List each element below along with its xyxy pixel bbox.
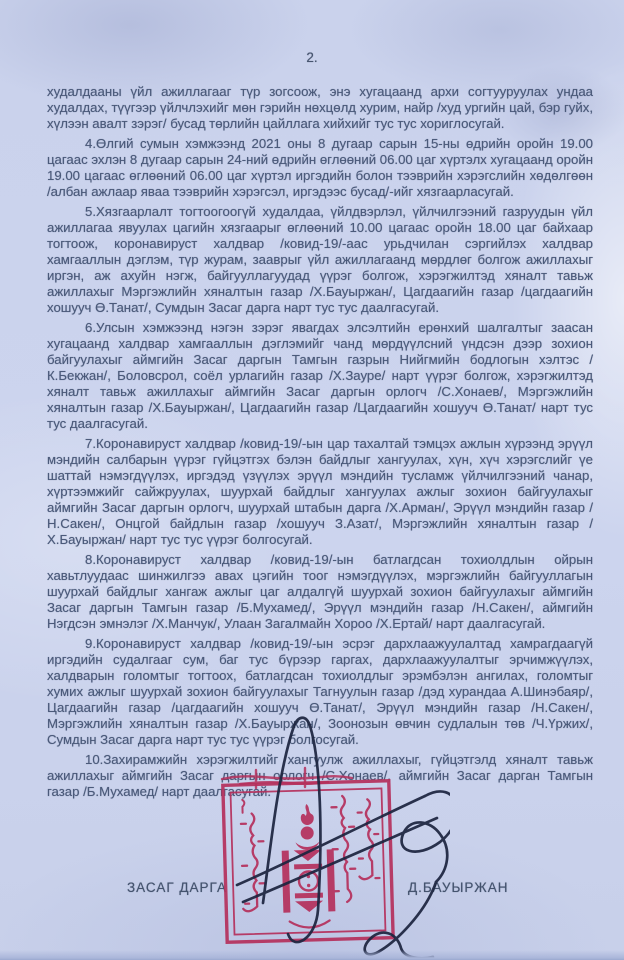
- scan-bottom-edge: [0, 950, 624, 960]
- paragraph-7: 7.Коронавируст халдвар /ковид-19/-ын цар тахалтай тэмцэх ажлын хүрээнд эрүүл мэндийн салбарын үүрэг гүйцэтгэх бэлэн байдлыг хангуулах, хүн, хүч хэрэгслийг үе шаттай нэмэгдүүлэх, иргэдэд үзүүлэх эрүүл мэндийн тусламж үйлчилгээний чанар, хүртээмжийг сайжруулах, шуурхай байдлыг хангуулах ажлыг зохион байгуулахыг аймгийн Засаг даргын орлогч, шуурхай штабын дарга /Х.Арман/, Эрүүл мэндийн газар /Н.Сакен/, Онцгой байдлын газар /хошууч З.Азат/, Мэргэжлийн хяналтын газар /Х.Бауыржан/ нарт тус тус үүрэг болгосугай.: [47, 436, 593, 547]
- paragraph-8: 8.Коронавируст халдвар /ковид-19/-ын батлагдсан тохиолдлын ойрын хавьтлуудаас шинжилгээ авах цэгийн тоог нэмэгдүүлэх, мэргэжлийн байгууллагын шуурхай байдлыг хангаж ажлыг цаг алдалгүй шуурхай зохион байгуулахыг аймгийн Засаг даргын Тамгын газар /Б.Мухамед/, Эрүүл мэндийн газар /Н.Сакен/, аймгийн Нэгдсэн эмнэлэг /Х.Манчук/, Улаан Загалмайн Хороо /Х.Ертай/ нарт даалгасугай.: [47, 552, 593, 631]
- page-number: 2.: [306, 50, 318, 65]
- paragraph-10: 10.Захирамжийн хэрэгжилтийг хангуулж ажиллахыг, гүйцэтгэлд хяналт тавьж ажиллахыг аймгийн Засаг даргын орлогч /С.Хонаев/, аймгийн Засаг дарган Тамгын газар /Б.Мухамед/ нарт даалгасугай.: [47, 752, 593, 799]
- signature-ink: [190, 712, 450, 960]
- paragraph-6: 6.Улсын хэмжээнд нэгэн зэрэг явагдах элсэлтийн ерөнхий шалгалтыг заасан хугацаанд халдвар хамгааллын дэглэмийг чанд мөрдүүлсний үндсэн дээр зохион байгуулахыг аймгийн Засаг даргын Тамгын газрын Нийгмийн бодлогын хэлтэс /К.Бекжан/, Боловсрол, соёл урлагийн газар /Х.Зауре/ нарт үүрэг болгож, хэрэгжилтэд хяналт тавьж ажиллахыг аймгийн Засаг даргын орлогч /С.Хонаев/, Мэргэжлийн хяналтын газар /Х.Бауыржан/, Цагдаагийн газар /Цагдаагийн хошууч Ө.Танат/ нарт тус тус даалгасугай.: [47, 320, 593, 431]
- document-body: [47, 84, 593, 804]
- signature-name: Д.БАУЫРЖАН: [408, 880, 509, 895]
- signature-title: ЗАСАГ ДАРГА: [127, 880, 227, 895]
- paragraph-3-continuation: худалдааны үйл ажиллагааг түр зогсоож, энэ хугацаанд архи согтууруулах ундаа худалдах, түүгээр үйлчлэхийг мөн гэрийн нөхцөлд хурим, найр /худ ургийн цай, бэр гуйх, хүлээн авалт зэрэг/ бусад төрлийн цайллага хийхийг тус тус хориглосугай.: [47, 84, 593, 131]
- paragraph-4: 4.Өлгий сумын хэмжээнд 2021 оны 8 дугаар сарын 15-ны өдрийн оройн 19.00 цагаас эхлэн 8 дугаар сарын 24-ний өдрийн өглөөний 06.00 цаг хүртэлх хугацаанд оройн 19.00 цагаас өглөөний 06.00 цаг хүртэл иргэдийн болон тээврийн хэрэгслийн хөдөлгөөн /албан ажлаар яваа тээврийн хэрэгсэл, иргэдээс бусад/-ийг хязгаарласугай.: [47, 136, 593, 199]
- paragraph-9: 9.Коронавируст халдвар /ковид-19/-ын эсрэг дархлаажуулалтад хамрагдаагүй иргэдийн судалгааг сум, баг тус бүрээр гаргах, дархлаажуулалтыг эрчимжүүлэх, халдварын голомтыг тогтоох, батлагдсан тохиолдлыг эрэмбэлэн ангилах, голомтыг хумих ажлыг шуурхай зохион байгуулахыг Тагнуулын газар /дэд хурандаа А.Шинэбаяр/, Цагдаагийн газар /цагдаагийн хошууч Ө.Танат/, Эрүүл мэндийн газар /Н.Сакен/, Мэргэжлийн хяналтын газар /Х.Бауыржан/, Зоонозын өвчин судлалын төв /Ч.Үржих/, Сумдын Засаг дарга нарт тус тус үүрэг болгосугай.: [47, 636, 593, 747]
- paragraph-5: 5.Хязгаарлалт тогтоогоогүй худалдаа, үйлдвэрлэл, үйлчилгээний газруудын үйл ажиллагаа явуулах цагийн хязгаарыг өглөөний 10.00 цагаас оройн 18.00 цаг байхаар тогтоож, коронавируст халдвар /ковид-19/-аас урьдчилан сэргийлэх халдвар хамгааллын дэглэм, түр журам, зааврыг үйл ажиллагаанд мөрдлөг болгож ажиллахыг иргэн, аж ахуйн нэгж, байгууллагуудад үүрэг болгож, хэрэгжилтэд хяналт тавьж ажиллахыг Мэргэжлийн хяналтын газар /Х.Бауыржан/, Цагдаагийн газар /цагдаагийн хошууч Ө.Танат/, Сумдын Засаг дарга нарт тус тус даалгасугай.: [47, 204, 593, 315]
